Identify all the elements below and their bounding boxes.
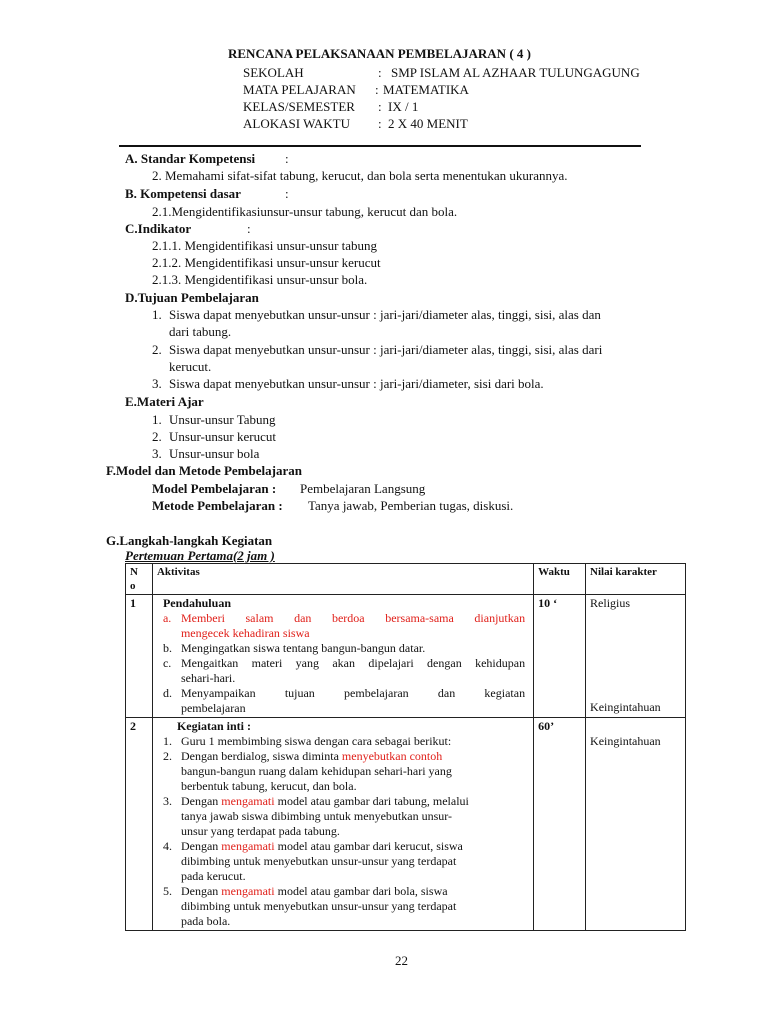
list-item bbox=[157, 839, 529, 884]
list-item-line: tanya jawab siswa dibimbing untuk menyebutkan unsur- bbox=[180, 809, 452, 823]
list-marker: b. bbox=[162, 641, 172, 655]
row-number: 2 bbox=[126, 718, 153, 931]
nilai-karakter: Religius bbox=[590, 596, 631, 610]
row-number: 1 bbox=[126, 595, 153, 718]
list-item bbox=[157, 794, 529, 839]
section-g-heading: G.Langkah-langkah Kegiatan bbox=[106, 533, 273, 548]
activities-table bbox=[125, 563, 686, 931]
section-g-subheading: Pertemuan Pertama(2 jam ) bbox=[125, 548, 275, 563]
page-number: 22 bbox=[395, 953, 408, 968]
header-label-mapel: MATA PELAJARAN bbox=[243, 82, 356, 97]
section-a-colon: : bbox=[285, 151, 289, 166]
header-value-mapel: MATEMATIKA bbox=[383, 82, 469, 97]
list-item-line: dibimbing untuk menyebutkan unsur-unsur yang terdapat bbox=[180, 854, 457, 868]
list-marker: 4. bbox=[162, 839, 172, 853]
list-item bbox=[157, 884, 529, 929]
list-number: 1. bbox=[152, 307, 162, 322]
header-aktivitas: Aktivitas bbox=[152, 564, 533, 595]
header-no-line: N bbox=[130, 566, 138, 578]
list-item-line: pada bola. bbox=[180, 914, 231, 928]
list-item bbox=[157, 641, 525, 656]
header-value-sekolah: SMP ISLAM AL AZHAAR TULUNGAGUNG bbox=[391, 65, 640, 80]
row-nilai bbox=[586, 595, 686, 718]
section-e-heading: E.Materi Ajar bbox=[125, 394, 204, 409]
list-item-line: Memberi salam dan berdoa bersama-sama dianjutkan bbox=[180, 611, 526, 625]
section-d-heading: D.Tujuan Pembelajaran bbox=[125, 290, 259, 305]
list-number: 3. bbox=[152, 376, 162, 391]
row-nilai bbox=[586, 718, 686, 931]
text-run: model atau gambar dari bola, siswa bbox=[274, 884, 448, 898]
list-number: 1. bbox=[152, 412, 162, 427]
row-aktivitas bbox=[152, 718, 533, 931]
list-item bbox=[157, 734, 529, 749]
row-aktivitas bbox=[152, 595, 533, 718]
list-marker: 1. bbox=[162, 734, 172, 748]
list-item bbox=[157, 656, 525, 686]
header-label-sekolah: SEKOLAH bbox=[243, 65, 304, 80]
row-waktu: 10 ‘ bbox=[534, 595, 586, 718]
page-title: RENCANA PELAKSANAAN PEMBELAJARAN ( 4 ) bbox=[228, 46, 531, 61]
text-run: Dengan bbox=[180, 794, 222, 808]
header-nilai: Nilai karakter bbox=[586, 564, 686, 595]
list-number: 3. bbox=[152, 446, 162, 461]
list-item-line bbox=[181, 749, 529, 764]
header-label-kelas: KELAS/SEMESTER bbox=[243, 99, 355, 114]
header-sep: : bbox=[378, 65, 382, 80]
list-item-line: Mengingatkan siswa tentang bangun-bangun datar. bbox=[180, 641, 426, 655]
highlight-text: mengamati bbox=[221, 839, 275, 853]
header-divider bbox=[119, 145, 641, 147]
list-item bbox=[157, 686, 525, 716]
list-item-line: pada kerucut. bbox=[180, 869, 246, 883]
section-f-heading: F.Model dan Metode Pembelajaran bbox=[106, 463, 302, 478]
list-item-line: Guru 1 membimbing siswa dengan cara sebagai berikut: bbox=[180, 734, 452, 748]
header-waktu: Waktu bbox=[534, 564, 586, 595]
list-marker: 5. bbox=[162, 884, 172, 898]
header-no bbox=[126, 564, 153, 595]
model-value: Pembelajaran Langsung bbox=[300, 481, 426, 496]
table-header-row bbox=[126, 564, 686, 595]
text-run: Dengan berdialog, siswa diminta bbox=[180, 749, 342, 763]
list-item: Unsur-unsur bola bbox=[169, 446, 260, 461]
row-title: Kegiatan inti : bbox=[176, 719, 251, 733]
text-run: model atau gambar dari kerucut, siswa bbox=[274, 839, 463, 853]
text-run: model atau gambar dari tabung, melalui bbox=[274, 794, 469, 808]
section-c-heading: C.Indikator bbox=[125, 221, 192, 236]
list-item-line bbox=[181, 884, 529, 899]
highlight-text: mengamati bbox=[221, 794, 275, 808]
text-run: Dengan bbox=[180, 839, 222, 853]
list-marker: 2. bbox=[162, 749, 172, 763]
list-item: Unsur-unsur kerucut bbox=[169, 429, 276, 444]
list-item: kerucut. bbox=[169, 359, 212, 374]
metode-value: Tanya jawab, Pemberian tugas, diskusi. bbox=[308, 498, 514, 513]
section-b-heading: B. Kompetensi dasar bbox=[125, 186, 241, 201]
list-item-line: sehari-hari. bbox=[180, 671, 236, 685]
list-item-line: bangun-bangun ruang dalam kehidupan sehari-hari yang bbox=[180, 764, 452, 778]
section-c-item: 2.1.2. Mengidentifikasi unsur-unsur kerucut bbox=[152, 255, 381, 270]
list-item-line: unsur yang terdapat pada tabung. bbox=[180, 824, 340, 838]
header-sep: : bbox=[375, 82, 379, 97]
list-marker: c. bbox=[162, 656, 172, 670]
metode-label: Metode Pembelajaran : bbox=[152, 498, 283, 513]
list-marker: a. bbox=[162, 611, 172, 625]
header-label-alokasi: ALOKASI WAKTU bbox=[243, 116, 351, 131]
list-item bbox=[157, 749, 529, 794]
header-sep: : bbox=[378, 99, 382, 114]
list-number: 2. bbox=[152, 429, 162, 444]
section-a-heading: A. Standar Kompetensi bbox=[125, 151, 256, 166]
highlight-text: menyebutkan contoh bbox=[341, 749, 443, 763]
list-item: Siswa dapat menyebutkan unsur-unsur : jari-jari/diameter alas, tinggi, sisi, alas dari bbox=[169, 342, 603, 357]
list-item-line: berbentuk tabung, kerucut, dan bola. bbox=[180, 779, 357, 793]
section-b-item: 2.1.Mengidentifikasiunsur-unsur tabung, kerucut dan bola. bbox=[152, 204, 458, 219]
list-item bbox=[157, 611, 525, 641]
list-item: Siswa dapat menyebutkan unsur-unsur : jari-jari/diameter alas, tinggi, sisi, alas dan bbox=[169, 307, 601, 322]
list-item: Unsur-unsur Tabung bbox=[169, 412, 276, 427]
nilai-karakter: Keingintahuan bbox=[590, 734, 661, 748]
list-marker: 3. bbox=[162, 794, 172, 808]
list-item-line bbox=[181, 839, 529, 854]
list-item-line: Menyampaikan tujuan pembelajaran dan kegiatan bbox=[180, 686, 526, 700]
header-value-alokasi: 2 X 40 MENIT bbox=[388, 116, 468, 131]
section-c-colon: : bbox=[247, 221, 251, 236]
list-item-line: pembelajaran bbox=[180, 701, 246, 715]
header-value-kelas: IX / 1 bbox=[388, 99, 419, 114]
header-sep: : bbox=[378, 116, 382, 131]
list-item-line: Mengaitkan materi yang akan dipelajari dengan kehidupan bbox=[180, 656, 526, 670]
row-waktu: 60’ bbox=[534, 718, 586, 931]
header-no-line: o bbox=[130, 580, 136, 592]
list-item-line: dibimbing untuk menyebutkan unsur-unsur yang terdapat bbox=[180, 899, 457, 913]
list-item: Siswa dapat menyebutkan unsur-unsur : jari-jari/diameter, sisi dari bola. bbox=[169, 376, 544, 391]
list-item: dari tabung. bbox=[169, 324, 232, 339]
list-marker: d. bbox=[162, 686, 172, 700]
table-row bbox=[126, 595, 686, 718]
model-label: Model Pembelajaran : bbox=[152, 481, 277, 496]
table-row bbox=[126, 718, 686, 931]
section-a-item: 2. Memahami sifat-sifat tabung, kerucut, dan bola serta menentukan ukurannya. bbox=[152, 168, 568, 183]
highlight-text: mengamati bbox=[221, 884, 275, 898]
section-c-item: 2.1.1. Mengidentifikasi unsur-unsur tabung bbox=[152, 238, 378, 253]
list-item-line: mengecek kehadiran siswa bbox=[180, 626, 310, 640]
nilai-karakter: Keingintahuan bbox=[590, 700, 661, 714]
section-b-colon: : bbox=[285, 186, 289, 201]
row-title: Pendahuluan bbox=[162, 596, 231, 610]
list-number: 2. bbox=[152, 342, 162, 357]
section-c-item: 2.1.3. Mengidentifikasi unsur-unsur bola. bbox=[152, 272, 368, 287]
list-item-line bbox=[181, 794, 529, 809]
text-run: Dengan bbox=[180, 884, 222, 898]
